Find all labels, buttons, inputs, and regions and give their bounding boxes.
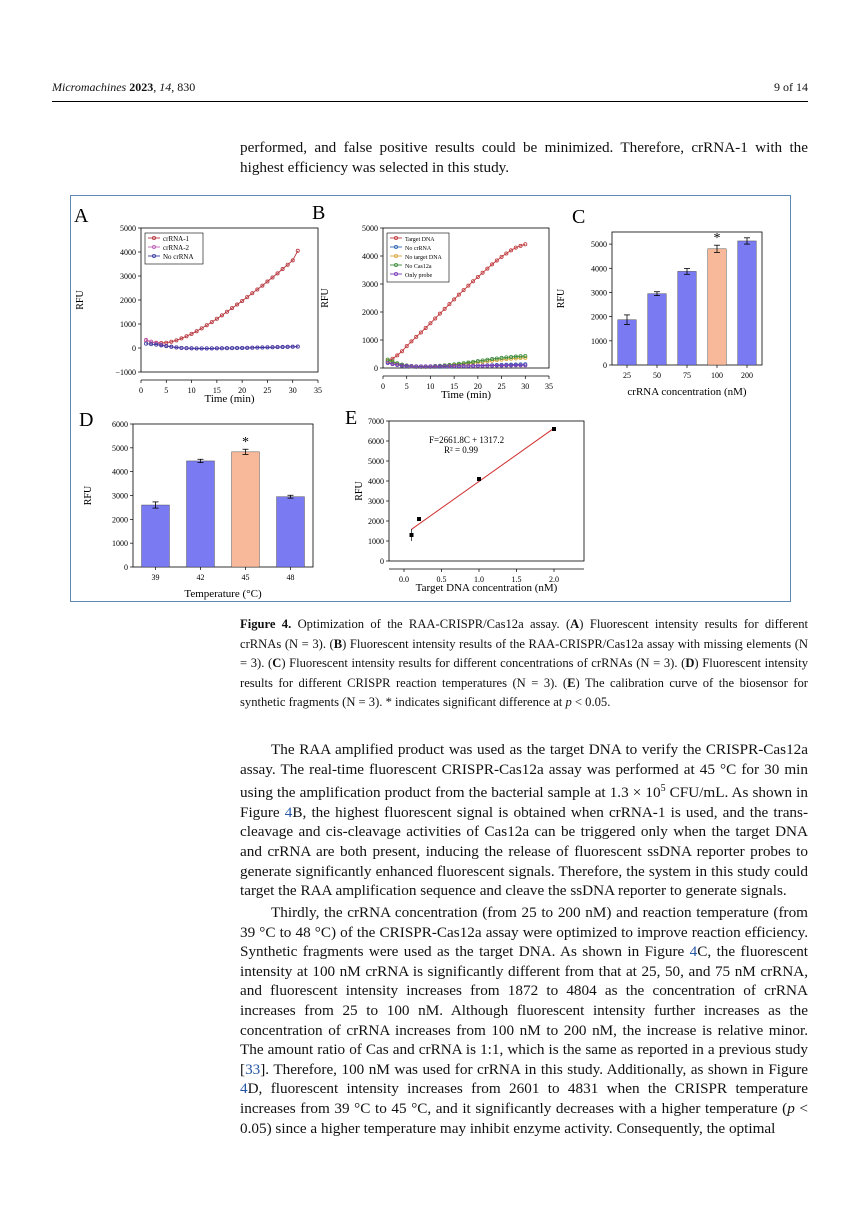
panel-c-x-tick-label: 75 [683, 371, 691, 380]
panel-b-x-tick-label: 30 [521, 382, 530, 391]
panel-d-y-tick-label: 6000 [112, 420, 128, 429]
panel-d-x-tick-label: 45 [241, 573, 250, 582]
panel-b-legend-label: Only probe [405, 273, 433, 279]
panel-b-x-tick-label: 15 [450, 382, 459, 391]
panel-c-y-label: RFU [556, 288, 567, 309]
intro-paragraph: performed, and false positive results could be minimized. Therefore, crRNA-1 with the highest efficiency was selected in this study. [240, 139, 808, 176]
page-number: 9 of 14 [774, 80, 808, 94]
panel-b-x-tick-label: 25 [497, 382, 506, 391]
panel-e-letter: E [345, 407, 358, 429]
panel-b-x-tick-label: 5 [404, 382, 409, 391]
panel-c-y-tick-label: 1000 [591, 336, 607, 346]
panel-b-x-tick-label: 20 [473, 382, 482, 391]
panel-a-series-line [146, 251, 298, 343]
body-paragraph-1: The RAA amplified product was used as the target DNA to verify the CRISPR-Cas12a assay. The real-time fluorescent CRISPR-Cas12a assay was performed at 45 °C for 30 min using the amplification product from the bacterial sample at $1.3 \times 10^5$ CFU/mL. As shown in Figure 4B, the highest fluorescent signal is obtained when crRNA-1 is used, and the trans-cleavage and cis-cleavage activities of Cas12a can be triggered only when the target DNA and crRNA are both present, inducing the release of fluorescent ssDNA reporter probes to generate significantly enhanced fluorescent signals. Therefore, the system in this study could target the RAA amplification sequence and cleave the ssDNA reporter to generate signals. [240, 741, 808, 900]
panel-a-letter: A [74, 205, 89, 227]
panel-e-data-point [477, 477, 481, 481]
panel-a-x-tick-label: 35 [314, 386, 322, 395]
panel-a-y-tick-label: 2000 [120, 296, 136, 305]
panel-c-bar [708, 249, 727, 365]
panel-c-y-tick-label: 0 [603, 361, 607, 370]
panel-e-y-tick-label: 1000 [368, 537, 384, 546]
panel-d-y-tick-label: 5000 [112, 443, 128, 453]
panel-b-legend-label: Target DNA [405, 237, 435, 243]
panel-a-y-tick-label: 0 [132, 344, 136, 353]
panel-b-legend-label: No Cas12a [405, 264, 432, 270]
panel-b-x-tick-label: 10 [426, 382, 435, 391]
panel-d-bar [142, 505, 170, 567]
panel-e-data-point [552, 427, 556, 431]
panel-b-legend-label: No target DNA [405, 255, 442, 261]
panel-e-x-tick-label: 0.5 [436, 575, 447, 584]
panel-c-y-tick-label: 3000 [591, 288, 607, 298]
panel-a-y-tick-label: 1000 [120, 320, 136, 329]
panel-a-y-tick-label: 5000 [120, 224, 136, 233]
panel-a-series-line [146, 344, 298, 349]
figure-4 [70, 195, 791, 602]
panel-d-y-tick-label: 4000 [112, 467, 128, 477]
panel-c-bar [648, 294, 667, 365]
panel-c-significance-mark: * [713, 231, 721, 247]
panel-a-x-tick-label: 20 [238, 386, 247, 395]
panel-b-y-label: RFU [320, 288, 331, 308]
panel-d-y-tick-label: 0 [124, 563, 128, 572]
panel-c-x-tick-label: 25 [623, 371, 631, 380]
panel-b-x-tick-label: 0 [381, 382, 385, 391]
panel-c-x-tick-label: 50 [653, 371, 661, 380]
panel-c-bar [738, 241, 757, 365]
panel-d-x-tick-label: 42 [196, 573, 205, 582]
panel-b-y-tick-label: 0 [374, 364, 378, 373]
panel-c-x-tick-label: 200 [741, 371, 753, 380]
journal-citation: Micromachines 2023, 14, 830 [52, 80, 196, 94]
panel-c-y-tick-label: 2000 [591, 312, 607, 322]
panel-e-r-squared: R² = 0.99 [444, 445, 479, 455]
panel-d-letter: D [79, 409, 94, 431]
figure-4-panels [71, 196, 790, 601]
panel-a-legend-label: No crRNA [163, 253, 194, 261]
panel-e-x-label: Target DNA concentration (nM) [415, 582, 558, 594]
panel-a-y-tick-label: 4000 [120, 248, 136, 257]
panel-e-fit-equation: F=2661.8C + 1317.2 [429, 435, 505, 445]
panel-d-bar [187, 461, 215, 567]
panel-a-y-label: RFU [75, 290, 86, 310]
panel-a-y-tick-label: 3000 [120, 272, 136, 281]
panel-a-legend-label: crRNA-1 [163, 235, 190, 243]
header-rule [52, 101, 808, 102]
panel-a-x-tick-label: 5 [164, 386, 169, 395]
panel-d-bar [232, 452, 260, 567]
panel-e-y-tick-label: 4000 [368, 477, 384, 486]
panel-e-y-tick-label: 0 [380, 557, 384, 566]
panel-b-y-tick-label: 2000 [362, 308, 378, 317]
panel-e-y-tick-label: 2000 [368, 517, 384, 526]
panel-a-x-tick-label: 10 [187, 386, 196, 395]
panel-d-significance-mark: * [242, 435, 249, 451]
panel-e-x-tick-label: 1.5 [511, 575, 522, 584]
panel-a-y-tick-label: −1000 [115, 368, 136, 377]
panel-b-y-tick-label: 5000 [362, 224, 378, 233]
panel-e-y-tick-label: 6000 [368, 437, 384, 446]
panel-e-y-tick-label: 3000 [368, 497, 384, 506]
panel-d-y-tick-label: 3000 [112, 491, 128, 501]
panel-b-y-tick-label: 1000 [362, 336, 378, 345]
panel-d-x-label: Temperature (°C) [184, 588, 262, 600]
panel-a-x-label: Time (min) [204, 393, 255, 405]
panel-d-x-tick-label: 48 [286, 573, 295, 582]
panel-c-bar [678, 271, 697, 365]
panel-d-y-label: RFU [83, 485, 94, 506]
panel-b-y-tick-label: 3000 [362, 280, 378, 289]
figure-caption [240, 615, 808, 713]
panel-c-letter: C [572, 206, 586, 228]
panel-e-data-point [417, 517, 421, 521]
panel-a-x-tick-label: 15 [212, 386, 221, 395]
panel-a-x-tick-label: 30 [288, 386, 297, 395]
panel-e-y-tick-label: 5000 [368, 457, 384, 466]
panel-e-data-point [410, 533, 414, 537]
panel-b-letter: B [312, 202, 326, 224]
panel-e-x-tick-label: 0.0 [399, 575, 409, 584]
panel-e-x-tick-label: 1.0 [474, 575, 484, 584]
panel-b-x-label: Time (min) [440, 389, 492, 401]
panel-c-y-tick-label: 5000 [591, 240, 607, 250]
panel-b-y-tick-label: 4000 [362, 252, 378, 261]
panel-a-legend-label: crRNA-2 [163, 244, 190, 252]
caption-label: Figure 4. [240, 617, 292, 631]
panel-b-x-tick-label: 35 [545, 382, 553, 391]
panel-d-x-tick-label: 39 [151, 573, 160, 582]
panel-c-y-tick-label: 4000 [591, 264, 607, 274]
panel-a-x-tick-label: 0 [139, 386, 143, 395]
panel-d-bar [277, 497, 305, 567]
panel-c-x-tick-label: 100 [711, 371, 723, 380]
panel-e-y-tick-label: 7000 [368, 417, 384, 426]
panel-c-x-label: crRNA concentration (nM) [627, 386, 747, 398]
panel-a-x-tick-label: 25 [263, 386, 272, 395]
caption-text: Optimization of the RAA-CRISPR/Cas12a assay. (A) Fluorescent intensity results for different crRNAs (N = 3). (B) Fluorescent intensity results of the RAA-CRISPR/Cas12a assay with missing elements (N = 3). (C) Fluorescent intensity results for different concentrations of crRNAs (N = 3). (D) Fluorescent intensity results for different CRISPR reaction temperatures (N = 3). (E) The calibration curve of the biosensor for synthetic fragments (N = 3). * indicates significant difference at p < 0.05. [240, 617, 809, 709]
panel-d-y-tick-label: 1000 [112, 539, 128, 549]
panel-b-legend-label: No crRNA [405, 246, 432, 252]
panel-e-y-label: RFU [354, 481, 365, 501]
panel-e-x-tick-label: 2.0 [549, 575, 559, 584]
panel-d-y-tick-label: 2000 [112, 515, 128, 525]
body-paragraph-2: Thirdly, the crRNA concentration (from 25 to 200 nM) and reaction temperature (from 39 °C to 48 °C) of the CRISPR-Cas12a assay were optimized to improve reaction efficiency. Synthetic fragments were used as the target DNA. As shown in Figure 4C, the fluorescent intensity at 100 nM crRNA is significantly different from that at 25, 50, and 75 nM crRNA, and fluorescent intensity increases from 1872 to 4804 as the concentration of crRNA increases from 25 to 100 nM. Although fluorescent intensity further increases as the concentration of crRNA increases from 100 nM to 200 nM, the increase is relative minor. The amount ratio of Cas and crRNA is 1:1, which is the same as reported in a previous study [33]. Therefore, 100 nM was used for crRNA in this study. Additionally, as shown in Figure 4D, fluorescent intensity increases from 2601 to 4831 when the CRISPR temperature increases from 39 °C to 45 °C, and it significantly decreases with a higher temperature (p < 0.05) since a higher temperature may inhibit enzyme activity. Consequently, the optimal [240, 904, 809, 1137]
panel-c-bar [618, 320, 637, 365]
